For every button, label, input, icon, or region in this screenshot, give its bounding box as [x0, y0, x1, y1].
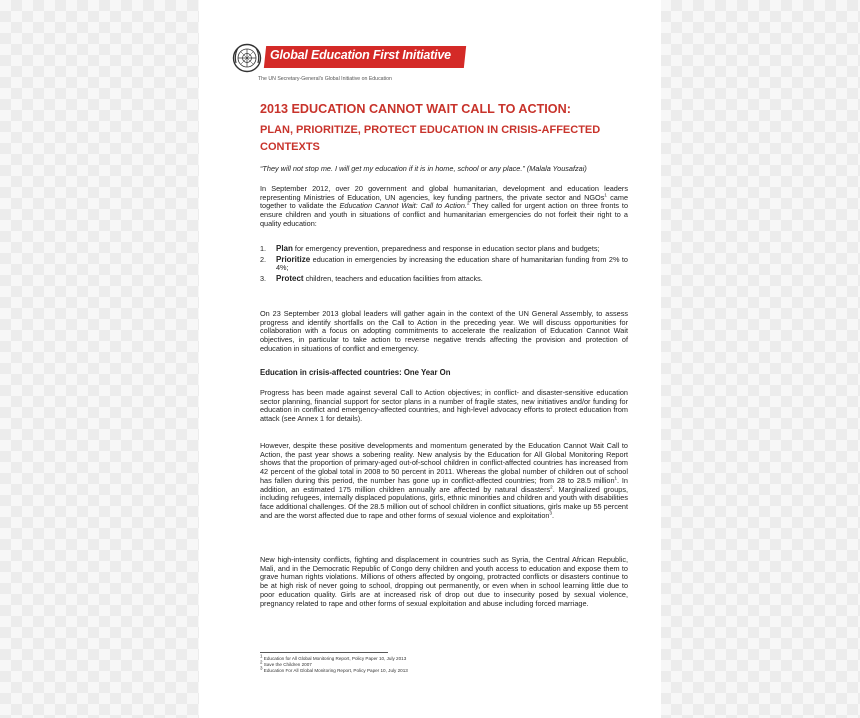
logo-tagline: The UN Secretary-General's Global Initiative on Education	[258, 76, 392, 82]
footnote-divider	[260, 652, 388, 653]
un-emblem-icon	[232, 43, 262, 73]
list-term: Protect	[276, 274, 304, 284]
intro-italic-title: Education Cannot Wait: Call to Action.	[339, 201, 467, 211]
footnote-text: Education For All Global Monitoring Report, Policy Paper 10, July 2013	[262, 668, 408, 673]
para4-text-b: . In addition, an estimated 175 million children annually are affected by natural disasters	[260, 475, 628, 494]
footnote-marker: 1	[614, 475, 618, 481]
conflicts-paragraph: New high-intensity conflicts, fighting and displacement in countries such as Syria, the Central African Republic, Mali, and in the Democratic Republic of Congo deny children and youth access to education and expose them to grave human rights violations. Millions of others affected by ongoing, protracted conflicts or disasters continue to be at high risk of never going to school, dropping out permanently, or even when in school learning little due to poor education quality. Girls are at increased risk of drop out due to insecurity posed by sexual violence, pregnancy related to rape and other forms of sexual exploitation and abuse including forced marriage.	[260, 555, 628, 608]
footnote-marker: 1	[604, 192, 607, 198]
footnote	[260, 665, 408, 674]
list-item	[260, 256, 628, 273]
para4-text-d: .	[552, 510, 555, 520]
list-term: Prioritize	[276, 254, 311, 264]
logo-title: Global Education First Initiative	[270, 48, 451, 62]
intro-text-b: came together to validate the	[260, 192, 628, 211]
progress-paragraph: Progress has been made against several Call to Action objectives; in conflict- and disaster-sensitive education sector planning, financial support for sector plans in a number of fragile states, new initiatives and/or funding for education in conflict and emergency-affected countries, and high-level advocacy efforts to protect education from attack (see Annex 1 for details).	[260, 388, 628, 424]
opening-quote: “They will not stop me. I will get my education if it is in home, school or any place.” (Malala Yousafzai)	[260, 164, 587, 173]
footnote-marker: 3	[549, 510, 553, 516]
intro-text-c: They called for urgent action on three fronts to ensure children and youth in situations of conflict and humanitarian emergencies do not forfeit their right to a quality education:	[260, 201, 628, 228]
para4-text-a: However, despite these positive developments and momentum generated by the Education Cannot Wait Call to Action, the past year shows a sobering reality. New analysis by the Education for All Global Monitoring Report shows that the proportion of primary-aged out-of-school children in conflict-affected countries has increased from 42 percent of the global total in 2008 to 50 percent in 2011. Whereas the global number of children out of school has fallen during this period, the number has gone up in conflict-affected countries; from 28 to 28.5 million	[260, 441, 628, 485]
footnote-mark: 1	[260, 653, 263, 659]
sobering-reality-paragraph	[260, 442, 628, 520]
list-number: 2.	[260, 254, 267, 264]
document-title: 2013 EDUCATION CANNOT WAIT CALL TO ACTION:	[260, 102, 571, 116]
list-item	[260, 245, 628, 254]
list-text: children, teachers and education facilities from attacks.	[303, 274, 483, 284]
footnote-mark: 2	[260, 659, 263, 665]
list-number: 3.	[260, 274, 267, 284]
priorities-list	[260, 245, 628, 286]
footnote-text: Save the Children 2007	[262, 662, 312, 667]
list-term: Plan	[276, 244, 293, 253]
section-heading: Education in crisis-affected countries: One Year On	[260, 368, 451, 377]
footnote-mark: 3	[260, 665, 263, 671]
list-text: for emergency prevention, preparedness and response in education sector plans and budgets;	[292, 244, 600, 253]
meeting-paragraph: On 23 September 2013 global leaders will gather again in the context of the UN General Assembly, to assess progress and identify shortfalls on the Call to Action in the preceding year. We will discuss opportunities for collaboration with a focus on adopting commitments to accelerate the realization of Education Cannot Wait objectives, in particular to take action to reverse negative trends affecting the provision and protection of education in situations of conflict and emergency.	[260, 309, 628, 353]
intro-text-a: In September 2012, over 20 government and global humanitarian, development and education leaders representing Ministries of Education, UN agencies, key funding partners, the private sector and NGOs	[260, 184, 628, 202]
list-number: 1.	[260, 244, 267, 253]
footnote	[260, 659, 312, 671]
document-subtitle: PLAN, PRIORITIZE, PROTECT EDUCATION IN CRISIS-AFFECTED CONTEXTS	[260, 124, 601, 153]
footnote-marker: 2	[466, 200, 470, 206]
footnote-text: Education for All Global Monitoring Report, Policy Paper 10, July 2013	[262, 656, 407, 661]
list-item	[260, 275, 628, 284]
para4-text-c: . Marginalized groups, including refugees, internally displaced populations, girls, ethnic minorities and children and youth with disabilities face additional challenges. Of the 28.5 million out of school children in conflict situations, girls make up 55 percent and are the worst affected due to rape and other forms of sexual violence and exploitation	[260, 484, 628, 520]
footnote-marker: 2	[550, 484, 553, 490]
list-text: education in emergencies by increasing the education share of humanitarian funding from 2% to 4%;	[276, 254, 628, 273]
intro-paragraph	[260, 185, 628, 231]
logo-block	[232, 43, 451, 87]
